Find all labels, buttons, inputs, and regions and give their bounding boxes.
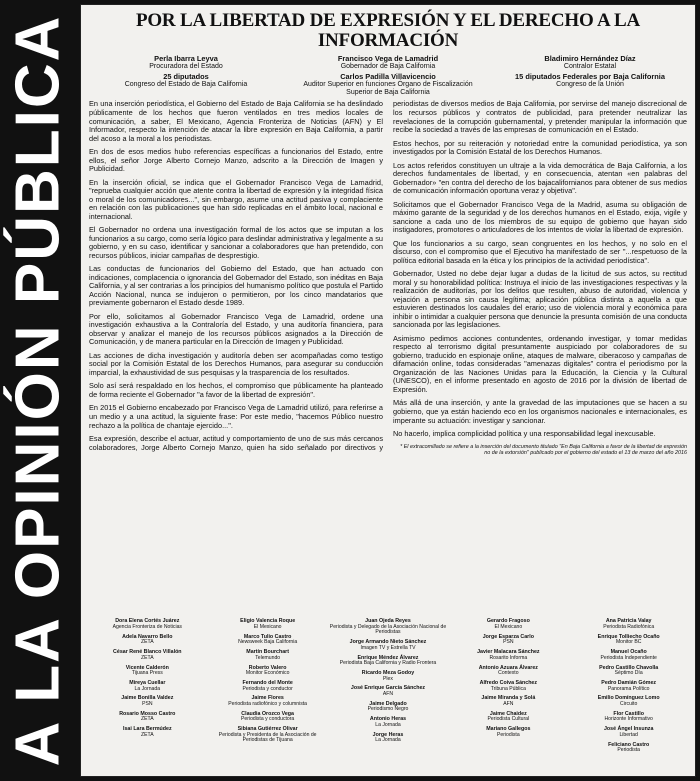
signatory-outlet: Periodista y conductor [242, 685, 293, 692]
signatory-name: Enrique Tolliecho Ocaño [597, 633, 660, 640]
letter-body [89, 100, 687, 617]
signatory-name: Mariano Gallegos [486, 726, 531, 733]
signatory-outlet: Agencia Fronteriza de Noticias [112, 624, 182, 631]
signatory-outlet: El Mexicano [253, 624, 282, 631]
body-paragraph: Que los funcionarios a su cargo, sean congruentes en los hechos, y no solo en el discurso, con el compromiso que el Ejecutivo ha manifestado de ser "...respetuoso de la política editorial basada en la ética y los principios de la actividad periodística". [393, 238, 687, 265]
signatory [570, 696, 687, 707]
addressee [291, 55, 485, 71]
signatory [209, 712, 326, 723]
signatory-outlet: Circuito [620, 700, 638, 707]
signatory-name: César René Blanco Villalón [113, 649, 182, 656]
body-paragraph: El Gobernador no ordena una investigación formal de los actos que se imputan a los funcionarios a su cargo, como sería lógico para deslindar administrativa y legalmente a su gobierno, y en su caso, identificar y sancionar a colaboradores que han pretendido, con recursos públicos, iniciar campañas de desprestigio. [89, 225, 383, 260]
signatory-name: Eligio Valencia Roque [240, 618, 296, 625]
signatory-name: Dora Elena Cortés Juárez [115, 618, 180, 625]
body-paragraph: Estos hechos, por su reiteración y notoriedad entre la comunidad periodística, ya son investigados por la Comisión Estatal de los Derechos Humanos. [393, 138, 687, 157]
signatory-column [330, 619, 447, 758]
signatory [570, 666, 687, 677]
signatory-name: Jaime Bonilla Valdez [121, 695, 174, 702]
addressee-name: Perla Ibarra Leyva [154, 53, 218, 63]
addressee [291, 73, 485, 96]
signatory [330, 671, 447, 682]
signatory [570, 650, 687, 661]
signatory-outlet: Newsweek Baja California [238, 639, 298, 646]
signatory-name: Fernando del Monte [242, 680, 293, 687]
body-paragraph: Por ello, solicitamos al Gobernador Francisco Vega de Lamadrid, ordene una investigación exhaustiva a la Contraloría del Estado, y una auditoría financiera, para observar y analizar el manejo de los recursos públicos asignados a la Dirección de Comunicación, y de manera particular en la Dirección de Imagen y Publicidad. [89, 311, 383, 347]
signatory [209, 619, 326, 630]
signatory [209, 696, 326, 707]
signatory [450, 696, 567, 707]
body-paragraph: Esa expresión, describe el actuar, actitud y comportamiento de uno de sus más cercanos colaboradores, Jorge Alberto Cornejo Manzo, quien ha sido señalado por directivos y periodistas de diversos medios de Baja California, por servirse del manejo discrecional de los recursos públicos y contratos de publicidad, para pretender neutralizar las revelaciones de la corrupción gubernamental, y pretender manipular la información que recibe la sociedad a través de las empresas de comunicación en el Estado. [89, 99, 687, 452]
signatory-outlet: Periodista radiofónico y columnista [228, 700, 307, 707]
signatory-name: Adela Navarro Bello [122, 633, 173, 640]
addressee [493, 55, 687, 71]
signatory-outlet: Tijuana Press [131, 670, 163, 677]
signatory-name: Antonio Heras [369, 716, 407, 723]
signatory-name: Manuel Ocaño [610, 649, 647, 656]
signatory [330, 640, 447, 651]
body-paragraph: En la inserción oficial, se indica que el Gobernador Francisco Vega de Lamadrid, "reprueba cualquier acción que atente contra la libertad de expresión y la integridad física o moral de los comunicadores...", sin embargo, asume una actitud pasiva y complaciente en relación con las publicaciones que han sido replicadas en el ámbito local, nacional e internacional. [89, 177, 383, 221]
signatory [330, 619, 447, 635]
signatory-name: Marco Tulio Castro [243, 633, 292, 640]
addressee-role: Procuradora del Estado [149, 62, 223, 70]
signatory-outlet: Periodismo Negro [367, 706, 409, 713]
signatory [89, 727, 206, 738]
addressee-grid [89, 55, 687, 97]
addressee-name: Carlos Padilla Villavicencio [340, 72, 436, 82]
footnote: * El extracomillado se refiere a la inserción del documento titulado "En Baja California a favor de la libertad de expresión no de la extorsión" publicado por el gobierno del estado el 13 de marzo del año 2016 [400, 443, 687, 456]
signatory-outlet: Periodista y Presidenta de la Asociación de Periodistas de Tijuana [218, 731, 317, 744]
page-title: POR LA LIBERTAD DE EXPRESIÓN Y EL DERECHO A LA INFORMACIÓN [135, 10, 641, 51]
signatory [89, 696, 206, 707]
signatory-name: Feliciano Castro [608, 741, 650, 748]
signatory [330, 717, 447, 728]
signatory [330, 686, 447, 697]
addressee-role: Contralor Estatal [563, 62, 617, 70]
signatory-name: Claudia Orozco Vega [241, 710, 294, 717]
signatory [89, 650, 206, 661]
signatory-column [450, 619, 567, 758]
signatory-name: Ana Patricia Valay [605, 618, 652, 625]
signatory-name: Flor Castillo [613, 710, 644, 717]
signatory-name: Jorge Heras [372, 731, 404, 738]
signatory-outlet: Periodista Radiofónica [603, 624, 655, 631]
signatory-outlet: Periodista y Delegado de la Asociación Nacional de Periodistas [329, 624, 447, 636]
addressee-name: 25 diputados [163, 72, 209, 82]
signatory [450, 681, 567, 692]
signatory [209, 666, 326, 677]
signatory-name: Pedro Castillo Chavolla [599, 664, 659, 671]
addressee [493, 73, 687, 96]
signatory [330, 733, 447, 744]
signatory-outlet: Periodista Independiente [600, 654, 657, 661]
signatory-name: Roberto Valero [248, 664, 287, 671]
body-paragraph: Solicitamos que el Gobernador Francisco Vega de la Madrid, asuma su obligación de máximo garante de la seguridad y de los derechos humanos en el Estado, exija, vigile y sancione a cada uno de los miembros de su equipo de gobierno que hayan sido instigadores, promotores o articuladores de los intentos de violar la libertad de expresión. [393, 199, 687, 235]
signatory-outlet: Telemundo [255, 654, 281, 661]
signatory-outlet: Periodista [497, 731, 520, 738]
addressee-role: Auditor Superior en funciones Órgano de Fiscalización Superior de Baja California [303, 81, 473, 96]
body-paragraph: En dos de esos medios hubo referencias específicas a funcionarios del Estado, entre ellos, el señor Jorge Alberto Cornejo Manzo, adscrito a la Dirección de Imagen y Publicidad. [89, 147, 383, 174]
addressee-name: Bladimiro Hernández Díaz [544, 53, 636, 63]
signatory [450, 727, 567, 738]
signatory-name: Jorge Esparza Carlo [482, 633, 534, 640]
signatory-outlet: ZETA [140, 654, 154, 661]
signatories [89, 619, 687, 758]
signatory-name: Juan Ojeda Reyes [365, 618, 411, 625]
signatory-outlet: Libertad [619, 731, 638, 738]
signatory-name: Pedro Damián Gómez [601, 680, 657, 687]
signatory-outlet: Séptimo Día [614, 670, 643, 677]
open-letter-page [80, 4, 696, 777]
signatory-outlet: Monitor BC [615, 639, 642, 646]
addressee-name: Francisco Vega de Lamadrid [337, 53, 439, 63]
signatory-outlet: Periodista y conductora [241, 716, 295, 723]
signatory [570, 727, 687, 738]
signatory-outlet: La Jornada [134, 685, 161, 692]
signatory [450, 619, 567, 630]
signatory-outlet: Imagen TV y Estrella TV [360, 644, 416, 651]
signatory-name: Jorge Armando Nieto Sánchez [349, 639, 427, 646]
signatory-outlet: Tribuna Pública [490, 685, 526, 692]
signatory-outlet: ZETA [140, 639, 154, 646]
signatory [89, 635, 206, 646]
signatory-outlet: AFN [503, 700, 514, 707]
signatory-column [209, 619, 326, 758]
signatory-outlet: Contexto [498, 670, 519, 677]
addressee-name: 15 diputados Federales por Baja California [515, 72, 665, 82]
signatory-name: Rosario Mosso Castro [119, 710, 176, 717]
signatory-name: Vicente Calderón [125, 664, 169, 671]
body-paragraph: Asimismo pedimos acciones contundentes, ordenando investigar, y tomar medidas respecto al terrorismo digital presuntamente auspiciado por colaboradores de su gobierno, traducido en espionaje online, ataques de malware, ciberacoso y campañas de difamación online, todas consideradas "amenazas digitales" contra el periodismo por la Organización de las Naciones Unidas para la Educación, la Ciencia y la Cultural (UNESCO), en el informe presentado en agosto de 2016 por la división de libertad de Expresión. [393, 333, 687, 394]
signatory [209, 635, 326, 646]
signatory-name: Martín Bourchart [246, 649, 289, 656]
signatory-outlet: Plex [383, 675, 393, 682]
signatory [89, 712, 206, 723]
signatory [450, 650, 567, 661]
signatory-outlet: El Mexicano [494, 624, 523, 631]
signatory [570, 619, 687, 630]
signatory-outlet: La Jornada [375, 721, 401, 728]
signatory-name: Antonio Azuara Álvarez [478, 664, 538, 671]
signatory-outlet: Horizonte Informativo [604, 716, 653, 723]
body-paragraph: No hacerlo, implica complicidad política y una responsabilidad legal inexcusable. [393, 429, 656, 439]
signatory-name: Enrique Méndez Álvarez [357, 654, 419, 661]
signatory-name: Ricardo Meza Godoy [361, 670, 415, 676]
addressee-role: Congreso de la Unión [556, 81, 624, 89]
signatory-name: Isai Lara Bermúdez [123, 726, 172, 733]
sidebar-heading: A LA OPINIÓN PÚBLICA [3, 14, 73, 767]
signatory-outlet: Periodista Cultural [487, 716, 530, 723]
addressee [89, 73, 283, 96]
signatory-name: Gerardo Fragoso [486, 618, 530, 625]
signatory-name: José Ángel Insunza [603, 726, 654, 733]
signatory-outlet: La Jornada [375, 737, 401, 744]
signatory-name: Jaime Delgado [369, 700, 407, 707]
signatory-name: Alfredo Coiva Sánchez [479, 680, 538, 687]
body-paragraph: Más allá de una inserción, y ante la gravedad de las imputaciones que se hacen a su gobierno, que ya están haciendo eco en los organismos nacionales e internacionales, es imperante su actuación: investigar y sancionar. [393, 398, 687, 425]
body-paragraph: Las conductas de funcionarios del Gobierno del Estado, que han actuado con indicaciones, complacencia o ignorancia del Gobernador del Estado, son inéditas en Baja California, y al ser contrarias a los principios del humanismo político que postula el Partido Acción Nacional, nunca se indujeron o permitieron, por los cinco mandatarios que previamente gobernaron el Estado desde 1989. [89, 264, 383, 308]
signatory-outlet: Rosarito Informa [489, 654, 528, 661]
signatory [209, 727, 326, 743]
signatory-outlet: ZETA [140, 716, 154, 723]
signatory-name: Emilio Domínguez Lomo [597, 695, 660, 702]
signatory-outlet: Periodista [617, 747, 640, 754]
signatory-name: Jaime Miranda y Solá [481, 695, 536, 702]
body-paragraph: Las acciones de dicha investigación y auditoría deben ser acompañadas como testigo social por la Comisión Estatal de los Derechos Humanos, para asegurar su conducción imparcial, la exhaustividad de sus pesquisas y la trasparencia de los resultados. [89, 350, 383, 377]
signatory-name: José Enrique García Sánchez [350, 685, 426, 692]
signatory-outlet: Monitor Económico [245, 670, 290, 677]
body-paragraph: En 2015 el Gobierno encabezado por Francisco Vega de Lamadrid utilizó, para referirse a un medio y a una actitud, la siguiente frase: Por este medio, "hacemos Público nuestro rechazo a la política de chantaje ejercido...". [89, 403, 383, 430]
body-paragraph: Los actos referidos constituyen un ultraje a la vida democrática de Baja California, a los derechos fundamentales de libertad, y en consecuencia, atentan «en palabras del Gobernador» "en contra del derecho de los bajacalifornianos para obtener de sus medios de comunicación información oportuna veraz y objetiva". [393, 160, 687, 196]
signatory-name: Jaime Chaidez [489, 710, 527, 717]
addressee-role: Gobernador de Baja California [340, 62, 436, 70]
body-paragraph: Gobernador, Usted no debe dejar lugar a dudas de la licitud de sus actos, su rectitud moral y su honorabilidad política: Instruya el inicio de las investigaciones respectivas y la realización de auditorías, por los delitos que resulten, abuso de autoridad, violencia y vejación a persona sin causa legítima; aplicación pública distinta a aquella a que estuvieren destinados los caudales del erario; uso de violencia moral y económica para inhibir o intimidar a cualquier persona que denuncie la presunta comisión de una conducta sancionada por las legislaciones. [393, 269, 687, 330]
signatory-outlet: ZETA [140, 731, 154, 738]
signatory [209, 650, 326, 661]
signatory-outlet: AFN [382, 690, 394, 697]
signatory-outlet: Panorama Político [607, 685, 650, 692]
body-paragraph: Solo así será respaldado en los hechos, el compromiso que públicamente ha planteado de forma reciente el Gobernador "a favor de la libertad de expresión". [89, 381, 383, 399]
signatory [570, 681, 687, 692]
signatory [450, 712, 567, 723]
signatory [450, 635, 567, 646]
signatory-name: Sibiana Gutiérrez Olivar [237, 726, 298, 733]
signatory-outlet: PSN [503, 639, 514, 646]
addressee [89, 55, 283, 71]
signatory [89, 619, 206, 630]
signatory [450, 666, 567, 677]
signatory-name: Mireya Cuellar [129, 680, 166, 687]
signatory-name: Javier Malacara Sánchez [477, 649, 540, 656]
signatory-outlet: Periodista Baja California y Radio Frontera [339, 660, 437, 667]
signatory [89, 666, 206, 677]
signatory-column [570, 619, 687, 758]
sidebar-banner [0, 0, 76, 781]
signatory [330, 702, 447, 713]
addressee-role: Congreso del Estado de Baja California [124, 81, 248, 89]
signatory-name: Jaime Flores [251, 695, 284, 702]
signatory-column [89, 619, 206, 758]
signatory [570, 635, 687, 646]
body-paragraph: En una inserción periodística, el Gobierno del Estado de Baja California se ha deslindado públicamente de los hechos que fueron ventilados en tres medios locales de comunicación, a saber, El Mexicano, Agencia Fronteriza de Noticias (AFN) y El Informador, respecto la intención de atacar la libre expresión en Baja California, a partir del acoso a la moral a los periodistas. [89, 99, 383, 143]
signatory [209, 681, 326, 692]
signatory [330, 656, 447, 667]
signatory-outlet: PSN [142, 700, 153, 707]
signatory [570, 743, 687, 754]
signatory [570, 712, 687, 723]
signatory [89, 681, 206, 692]
